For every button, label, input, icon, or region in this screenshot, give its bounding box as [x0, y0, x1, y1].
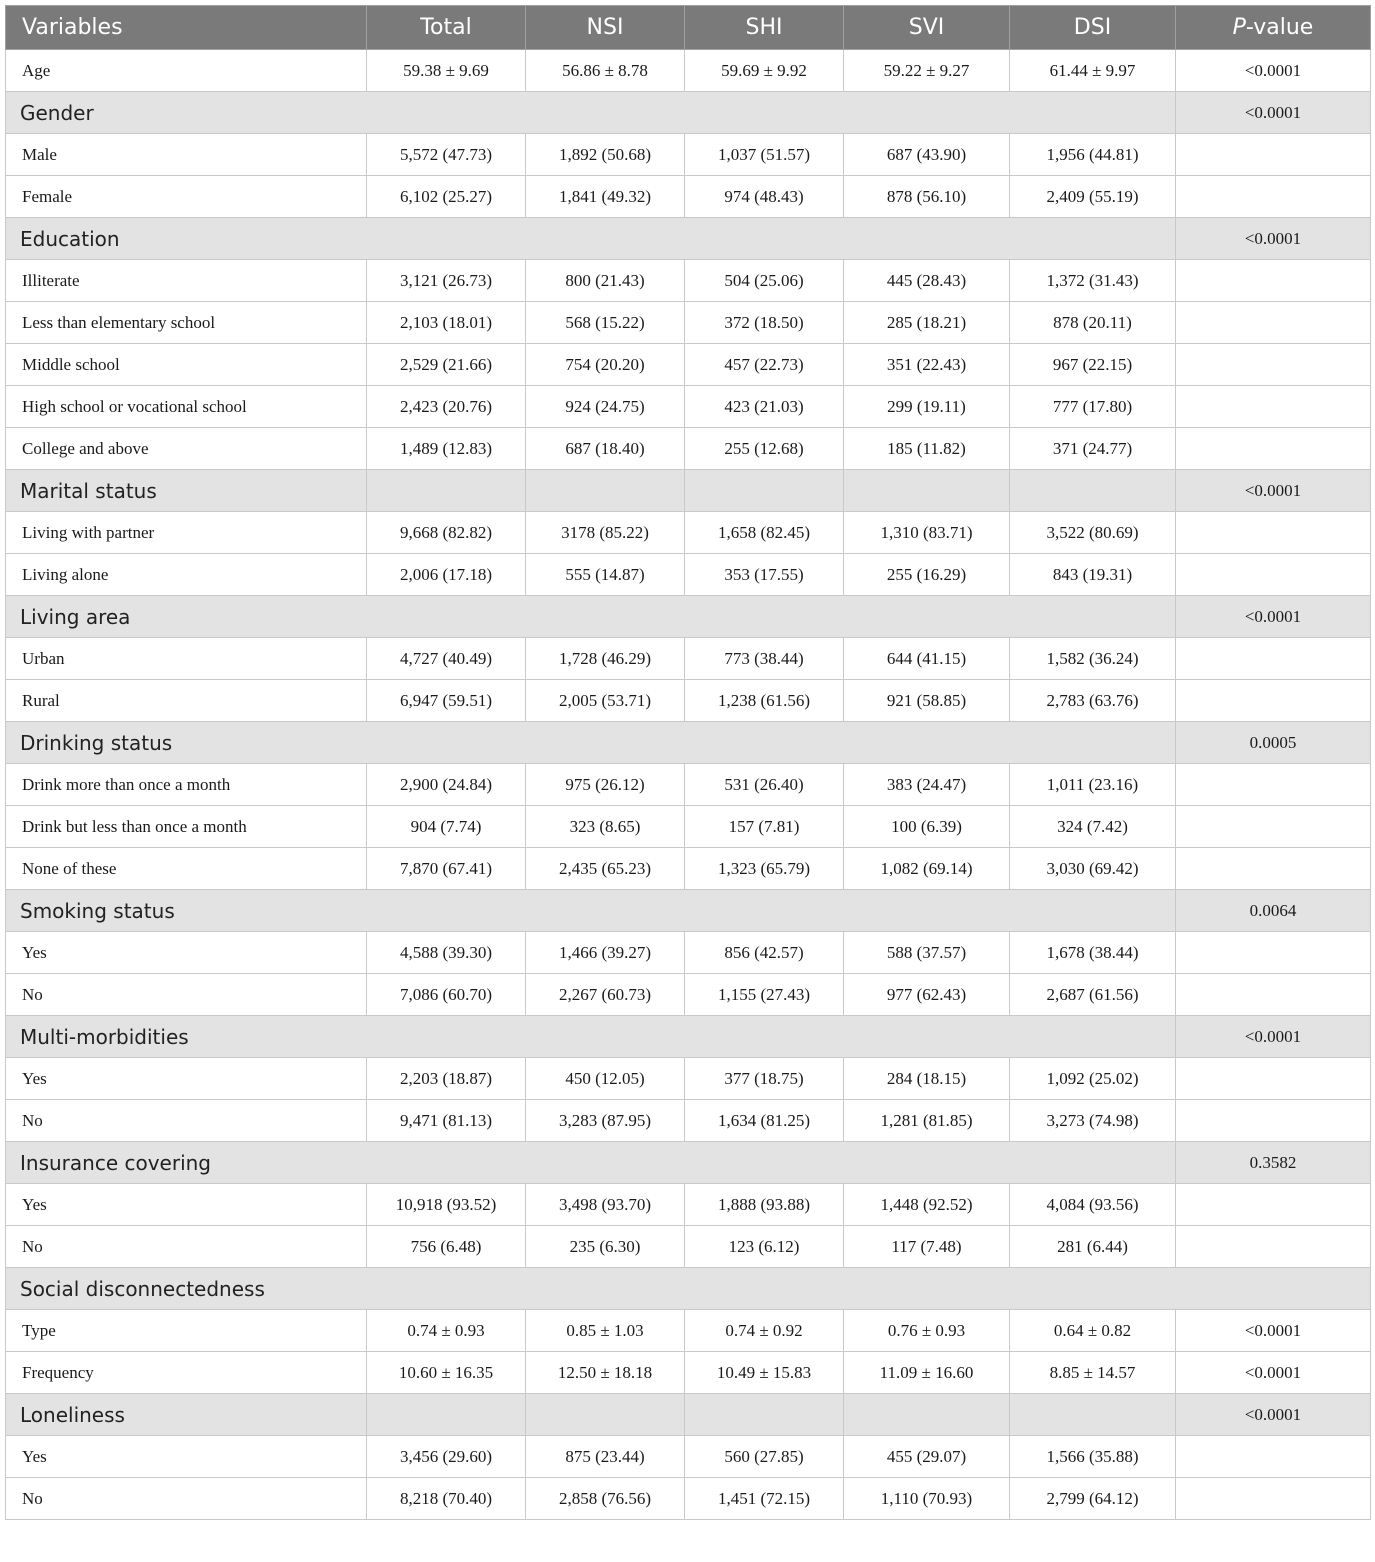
total-cell: 5,572 (47.73) — [367, 134, 526, 176]
total-cell: 4,588 (39.30) — [367, 932, 526, 974]
group-row — [6, 1268, 1371, 1310]
dsi-cell: 843 (19.31) — [1010, 554, 1176, 596]
group-row — [6, 1394, 1371, 1436]
svi-cell: 285 (18.21) — [844, 302, 1010, 344]
group-label: Living area — [6, 596, 1176, 638]
dsi-cell: 878 (20.11) — [1010, 302, 1176, 344]
dsi-cell: 1,678 (38.44) — [1010, 932, 1176, 974]
shi-cell: 560 (27.85) — [685, 1436, 844, 1478]
header-p-suffix: -value — [1245, 15, 1314, 40]
row-label: Middle school — [6, 344, 367, 386]
empty-cell — [526, 1394, 685, 1436]
total-cell: 2,103 (18.01) — [367, 302, 526, 344]
p-value-cell — [1176, 1100, 1371, 1142]
total-cell: 2,529 (21.66) — [367, 344, 526, 386]
group-label: Gender — [6, 92, 1176, 134]
header-dsi: DSI — [1010, 6, 1176, 50]
p-value-cell — [1176, 638, 1371, 680]
dsi-cell: 371 (24.77) — [1010, 428, 1176, 470]
row-label: Urban — [6, 638, 367, 680]
p-value-cell: <0.0001 — [1176, 50, 1371, 92]
empty-cell — [526, 470, 685, 512]
dsi-cell: 4,084 (93.56) — [1010, 1184, 1176, 1226]
table-row — [6, 134, 1371, 176]
p-value-cell — [1176, 1436, 1371, 1478]
dsi-cell: 2,799 (64.12) — [1010, 1478, 1176, 1520]
svi-cell: 1,110 (70.93) — [844, 1478, 1010, 1520]
p-value-cell — [1176, 806, 1371, 848]
header-total: Total — [367, 6, 526, 50]
empty-cell — [844, 470, 1010, 512]
characteristics-table — [5, 5, 1371, 1520]
shi-cell: 856 (42.57) — [685, 932, 844, 974]
table-row — [6, 554, 1371, 596]
shi-cell: 1,634 (81.25) — [685, 1100, 844, 1142]
empty-cell — [367, 470, 526, 512]
shi-cell: 377 (18.75) — [685, 1058, 844, 1100]
total-cell: 9,471 (81.13) — [367, 1100, 526, 1142]
group-label: Social disconnectedness — [6, 1268, 1371, 1310]
p-value-cell: <0.0001 — [1176, 92, 1371, 134]
p-value-cell: <0.0001 — [1176, 218, 1371, 260]
total-cell: 8,218 (70.40) — [367, 1478, 526, 1520]
p-value-cell: 0.0005 — [1176, 722, 1371, 764]
table-row — [6, 512, 1371, 554]
nsi-cell: 754 (20.20) — [526, 344, 685, 386]
svi-cell: 255 (16.29) — [844, 554, 1010, 596]
table-row — [6, 974, 1371, 1016]
shi-cell: 974 (48.43) — [685, 176, 844, 218]
dsi-cell: 0.64 ± 0.82 — [1010, 1310, 1176, 1352]
dsi-cell: 2,409 (55.19) — [1010, 176, 1176, 218]
shi-cell: 1,451 (72.15) — [685, 1478, 844, 1520]
header-shi: SHI — [685, 6, 844, 50]
table-header — [6, 6, 1371, 50]
nsi-cell: 1,728 (46.29) — [526, 638, 685, 680]
p-value-cell — [1176, 554, 1371, 596]
nsi-cell: 1,892 (50.68) — [526, 134, 685, 176]
p-value-cell: <0.0001 — [1176, 1394, 1371, 1436]
p-value-cell: 0.0064 — [1176, 890, 1371, 932]
row-label: Male — [6, 134, 367, 176]
svi-cell: 0.76 ± 0.93 — [844, 1310, 1010, 1352]
dsi-cell: 324 (7.42) — [1010, 806, 1176, 848]
p-value-cell — [1176, 344, 1371, 386]
dsi-cell: 3,030 (69.42) — [1010, 848, 1176, 890]
row-label: Type — [6, 1310, 367, 1352]
nsi-cell: 0.85 ± 1.03 — [526, 1310, 685, 1352]
dsi-cell: 1,011 (23.16) — [1010, 764, 1176, 806]
svi-cell: 185 (11.82) — [844, 428, 1010, 470]
table-row — [6, 680, 1371, 722]
total-cell: 7,086 (60.70) — [367, 974, 526, 1016]
p-value-cell — [1176, 680, 1371, 722]
nsi-cell: 1,466 (39.27) — [526, 932, 685, 974]
svi-cell: 687 (43.90) — [844, 134, 1010, 176]
group-row — [6, 1016, 1371, 1058]
nsi-cell: 56.86 ± 8.78 — [526, 50, 685, 92]
p-value-cell: <0.0001 — [1176, 470, 1371, 512]
svi-cell: 445 (28.43) — [844, 260, 1010, 302]
row-label: No — [6, 1100, 367, 1142]
shi-cell: 531 (26.40) — [685, 764, 844, 806]
row-label: Less than elementary school — [6, 302, 367, 344]
table-row — [6, 806, 1371, 848]
svi-cell: 117 (7.48) — [844, 1226, 1010, 1268]
total-cell: 59.38 ± 9.69 — [367, 50, 526, 92]
header-row — [6, 6, 1371, 50]
total-cell: 3,456 (29.60) — [367, 1436, 526, 1478]
p-value-cell — [1176, 1184, 1371, 1226]
p-value-cell — [1176, 848, 1371, 890]
dsi-cell: 1,956 (44.81) — [1010, 134, 1176, 176]
empty-cell — [844, 1394, 1010, 1436]
svi-cell: 59.22 ± 9.27 — [844, 50, 1010, 92]
table-row — [6, 344, 1371, 386]
nsi-cell: 2,858 (76.56) — [526, 1478, 685, 1520]
total-cell: 9,668 (82.82) — [367, 512, 526, 554]
svi-cell: 351 (22.43) — [844, 344, 1010, 386]
nsi-cell: 2,005 (53.71) — [526, 680, 685, 722]
svi-cell: 1,082 (69.14) — [844, 848, 1010, 890]
shi-cell: 59.69 ± 9.92 — [685, 50, 844, 92]
shi-cell: 10.49 ± 15.83 — [685, 1352, 844, 1394]
table-body — [6, 50, 1371, 1520]
nsi-cell: 568 (15.22) — [526, 302, 685, 344]
table-row — [6, 1352, 1371, 1394]
shi-cell: 123 (6.12) — [685, 1226, 844, 1268]
svi-cell: 878 (56.10) — [844, 176, 1010, 218]
shi-cell: 255 (12.68) — [685, 428, 844, 470]
row-label: None of these — [6, 848, 367, 890]
dsi-cell: 8.85 ± 14.57 — [1010, 1352, 1176, 1394]
nsi-cell: 975 (26.12) — [526, 764, 685, 806]
svi-cell: 1,281 (81.85) — [844, 1100, 1010, 1142]
group-row — [6, 722, 1371, 764]
svi-cell: 455 (29.07) — [844, 1436, 1010, 1478]
group-label: Loneliness — [6, 1394, 367, 1436]
dsi-cell: 1,372 (31.43) — [1010, 260, 1176, 302]
row-label: Rural — [6, 680, 367, 722]
table-row — [6, 260, 1371, 302]
header-p-letter: P — [1232, 15, 1246, 40]
p-value-cell — [1176, 176, 1371, 218]
nsi-cell: 12.50 ± 18.18 — [526, 1352, 685, 1394]
header-variables: Variables — [6, 6, 367, 50]
total-cell: 0.74 ± 0.93 — [367, 1310, 526, 1352]
total-cell: 6,947 (59.51) — [367, 680, 526, 722]
shi-cell: 1,037 (51.57) — [685, 134, 844, 176]
row-label: High school or vocational school — [6, 386, 367, 428]
p-value-cell — [1176, 386, 1371, 428]
shi-cell: 1,658 (82.45) — [685, 512, 844, 554]
nsi-cell: 800 (21.43) — [526, 260, 685, 302]
total-cell: 756 (6.48) — [367, 1226, 526, 1268]
dsi-cell: 3,522 (80.69) — [1010, 512, 1176, 554]
nsi-cell: 924 (24.75) — [526, 386, 685, 428]
group-label: Multi-morbidities — [6, 1016, 1176, 1058]
table-row — [6, 428, 1371, 470]
dsi-cell: 2,783 (63.76) — [1010, 680, 1176, 722]
group-label: Drinking status — [6, 722, 1176, 764]
row-label: Drink more than once a month — [6, 764, 367, 806]
nsi-cell: 235 (6.30) — [526, 1226, 685, 1268]
shi-cell: 504 (25.06) — [685, 260, 844, 302]
svi-cell: 11.09 ± 16.60 — [844, 1352, 1010, 1394]
table-row — [6, 1310, 1371, 1352]
svi-cell: 588 (37.57) — [844, 932, 1010, 974]
shi-cell: 0.74 ± 0.92 — [685, 1310, 844, 1352]
group-row — [6, 1142, 1371, 1184]
total-cell: 7,870 (67.41) — [367, 848, 526, 890]
group-row — [6, 92, 1371, 134]
row-label: Age — [6, 50, 367, 92]
shi-cell: 157 (7.81) — [685, 806, 844, 848]
group-row — [6, 470, 1371, 512]
nsi-cell: 3,283 (87.95) — [526, 1100, 685, 1142]
total-cell: 10.60 ± 16.35 — [367, 1352, 526, 1394]
group-row — [6, 218, 1371, 260]
dsi-cell: 281 (6.44) — [1010, 1226, 1176, 1268]
p-value-cell — [1176, 932, 1371, 974]
p-value-cell: 0.3582 — [1176, 1142, 1371, 1184]
empty-cell — [685, 470, 844, 512]
nsi-cell: 555 (14.87) — [526, 554, 685, 596]
total-cell: 2,203 (18.87) — [367, 1058, 526, 1100]
nsi-cell: 875 (23.44) — [526, 1436, 685, 1478]
total-cell: 3,121 (26.73) — [367, 260, 526, 302]
total-cell: 6,102 (25.27) — [367, 176, 526, 218]
header-nsi: NSI — [526, 6, 685, 50]
dsi-cell: 1,092 (25.02) — [1010, 1058, 1176, 1100]
total-cell: 1,489 (12.83) — [367, 428, 526, 470]
svi-cell: 383 (24.47) — [844, 764, 1010, 806]
p-value-cell — [1176, 1226, 1371, 1268]
table-row — [6, 1058, 1371, 1100]
p-value-cell: <0.0001 — [1176, 596, 1371, 638]
table-row — [6, 1184, 1371, 1226]
row-label: Yes — [6, 1184, 367, 1226]
dsi-cell: 777 (17.80) — [1010, 386, 1176, 428]
shi-cell: 1,323 (65.79) — [685, 848, 844, 890]
total-cell: 10,918 (93.52) — [367, 1184, 526, 1226]
dsi-cell: 1,582 (36.24) — [1010, 638, 1176, 680]
dsi-cell: 967 (22.15) — [1010, 344, 1176, 386]
svi-cell: 921 (58.85) — [844, 680, 1010, 722]
group-row — [6, 596, 1371, 638]
p-value-cell — [1176, 302, 1371, 344]
shi-cell: 353 (17.55) — [685, 554, 844, 596]
row-label: College and above — [6, 428, 367, 470]
shi-cell: 773 (38.44) — [685, 638, 844, 680]
shi-cell: 1,888 (93.88) — [685, 1184, 844, 1226]
row-label: Frequency — [6, 1352, 367, 1394]
table-row — [6, 848, 1371, 890]
group-label: Insurance covering — [6, 1142, 1176, 1184]
table-row — [6, 50, 1371, 92]
dsi-cell: 2,687 (61.56) — [1010, 974, 1176, 1016]
header-p-value — [1176, 6, 1371, 50]
svi-cell: 100 (6.39) — [844, 806, 1010, 848]
nsi-cell: 3,498 (93.70) — [526, 1184, 685, 1226]
svi-cell: 1,310 (83.71) — [844, 512, 1010, 554]
row-label: Drink but less than once a month — [6, 806, 367, 848]
table-row — [6, 1478, 1371, 1520]
row-label: Yes — [6, 932, 367, 974]
row-label: Living alone — [6, 554, 367, 596]
row-label: No — [6, 974, 367, 1016]
table-container — [5, 5, 1370, 1520]
table-row — [6, 932, 1371, 974]
svi-cell: 977 (62.43) — [844, 974, 1010, 1016]
table-row — [6, 302, 1371, 344]
dsi-cell: 61.44 ± 9.97 — [1010, 50, 1176, 92]
group-label: Education — [6, 218, 1176, 260]
p-value-cell — [1176, 134, 1371, 176]
group-label: Marital status — [6, 470, 367, 512]
table-row — [6, 1100, 1371, 1142]
group-label: Smoking status — [6, 890, 1176, 932]
svi-cell: 644 (41.15) — [844, 638, 1010, 680]
p-value-cell: <0.0001 — [1176, 1016, 1371, 1058]
total-cell: 904 (7.74) — [367, 806, 526, 848]
p-value-cell — [1176, 1478, 1371, 1520]
p-value-cell — [1176, 428, 1371, 470]
empty-cell — [367, 1394, 526, 1436]
nsi-cell: 2,435 (65.23) — [526, 848, 685, 890]
table-row — [6, 764, 1371, 806]
p-value-cell: <0.0001 — [1176, 1352, 1371, 1394]
total-cell: 2,423 (20.76) — [367, 386, 526, 428]
nsi-cell: 2,267 (60.73) — [526, 974, 685, 1016]
total-cell: 2,006 (17.18) — [367, 554, 526, 596]
nsi-cell: 1,841 (49.32) — [526, 176, 685, 218]
row-label: Illiterate — [6, 260, 367, 302]
table-row — [6, 1226, 1371, 1268]
p-value-cell — [1176, 1058, 1371, 1100]
nsi-cell: 687 (18.40) — [526, 428, 685, 470]
table-row — [6, 176, 1371, 218]
dsi-cell: 1,566 (35.88) — [1010, 1436, 1176, 1478]
shi-cell: 457 (22.73) — [685, 344, 844, 386]
p-value-cell — [1176, 974, 1371, 1016]
p-value-cell — [1176, 260, 1371, 302]
svi-cell: 1,448 (92.52) — [844, 1184, 1010, 1226]
header-svi: SVI — [844, 6, 1010, 50]
row-label: Yes — [6, 1436, 367, 1478]
shi-cell: 423 (21.03) — [685, 386, 844, 428]
total-cell: 4,727 (40.49) — [367, 638, 526, 680]
svi-cell: 284 (18.15) — [844, 1058, 1010, 1100]
group-row — [6, 890, 1371, 932]
nsi-cell: 3178 (85.22) — [526, 512, 685, 554]
nsi-cell: 450 (12.05) — [526, 1058, 685, 1100]
table-row — [6, 1436, 1371, 1478]
total-cell: 2,900 (24.84) — [367, 764, 526, 806]
table-row — [6, 386, 1371, 428]
empty-cell — [1010, 1394, 1176, 1436]
shi-cell: 1,155 (27.43) — [685, 974, 844, 1016]
svi-cell: 299 (19.11) — [844, 386, 1010, 428]
shi-cell: 372 (18.50) — [685, 302, 844, 344]
p-value-cell — [1176, 512, 1371, 554]
dsi-cell: 3,273 (74.98) — [1010, 1100, 1176, 1142]
empty-cell — [685, 1394, 844, 1436]
p-value-cell — [1176, 764, 1371, 806]
nsi-cell: 323 (8.65) — [526, 806, 685, 848]
row-label: No — [6, 1226, 367, 1268]
row-label: No — [6, 1478, 367, 1520]
table-row — [6, 638, 1371, 680]
p-value-cell: <0.0001 — [1176, 1310, 1371, 1352]
shi-cell: 1,238 (61.56) — [685, 680, 844, 722]
empty-cell — [1010, 470, 1176, 512]
row-label: Yes — [6, 1058, 367, 1100]
row-label: Living with partner — [6, 512, 367, 554]
row-label: Female — [6, 176, 367, 218]
